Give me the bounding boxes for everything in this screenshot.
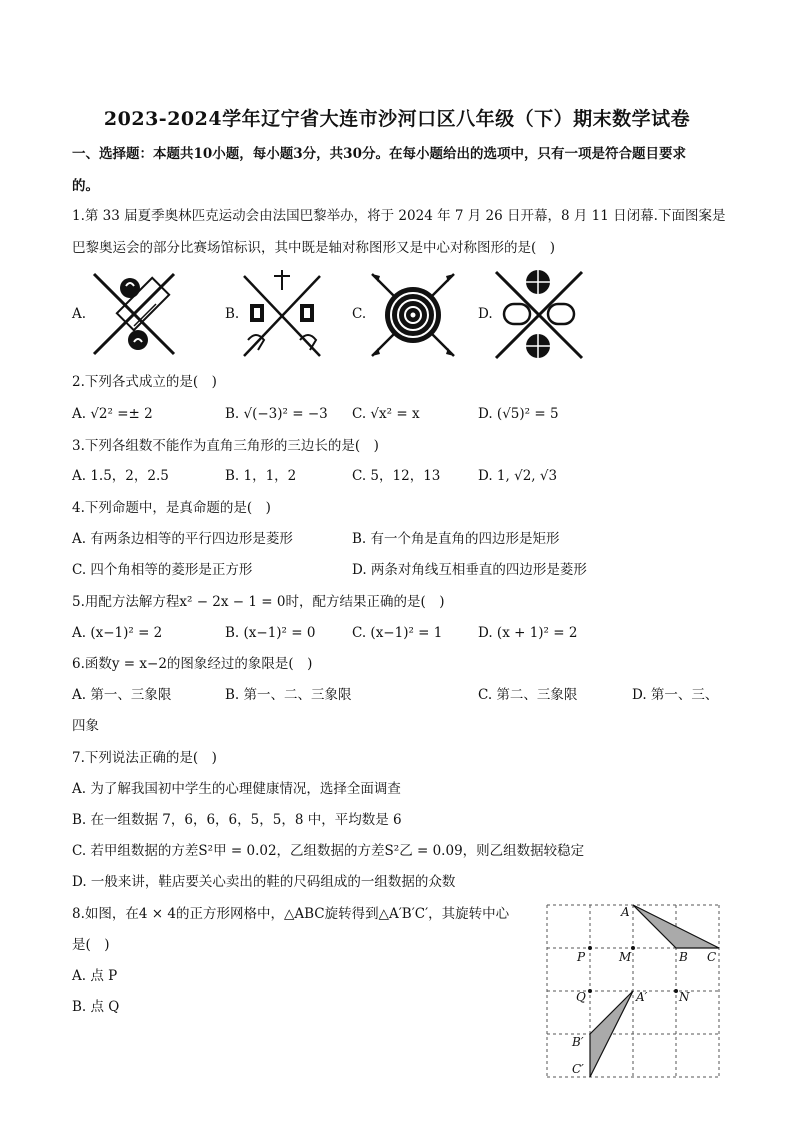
q4-option-b: B. 有一个角是直角的四边形是矩形 bbox=[352, 531, 560, 547]
q7-option-a: A. 为了解我国初中学生的心理健康情况，选择全面调查 bbox=[72, 781, 401, 797]
q1-option-a-logo bbox=[88, 268, 180, 360]
q1-stem-line2: 巴黎奥运会的部分比赛场馆标识，其中既是轴对称图形又是中心对称图形的是( ) bbox=[72, 240, 556, 256]
q2-option-d: D. (√5)² = 5 bbox=[478, 406, 559, 422]
q5-option-c: C. (x−1)² = 1 bbox=[352, 625, 443, 641]
q5-option-d: D. (x + 1)² = 2 bbox=[478, 625, 578, 641]
label-b-prime: B′ bbox=[572, 1035, 584, 1049]
q4-stem: 4.下列命题中，是真命题的是( ) bbox=[72, 500, 271, 516]
q4-option-a: A. 有两条边相等的平行四边形是菱形 bbox=[72, 531, 293, 547]
q8-option-a: A. 点 P bbox=[72, 968, 118, 984]
q1-option-d-label: D. bbox=[478, 306, 493, 322]
q4-option-d: D. 两条对角线互相垂直的四边形是菱形 bbox=[352, 562, 587, 578]
q7-option-d: D. 一般来讲，鞋店要关心卖出的鞋的尺码组成的一组数据的众数 bbox=[72, 874, 456, 890]
q2-option-a: A. √2² =± 2 bbox=[72, 406, 153, 422]
q6-option-d-cont: 四象 bbox=[72, 718, 99, 734]
label-m: M bbox=[619, 950, 632, 964]
point-n bbox=[674, 989, 678, 993]
q3-option-d: D. 1, √2, √3 bbox=[478, 468, 558, 484]
label-c-prime: C′ bbox=[572, 1062, 584, 1076]
q7-stem: 7.下列说法正确的是( ) bbox=[72, 750, 217, 766]
q8-stem-line2: 是( ) bbox=[72, 937, 110, 953]
label-b: B bbox=[679, 950, 688, 964]
label-a-prime: A′ bbox=[636, 990, 648, 1004]
q1-option-a-label: A. bbox=[72, 306, 87, 322]
section-heading-line1: 一、选择题：本题共10小题，每小题3分，共30分。在每小题给出的选项中，只有一项是符合题目要求 bbox=[72, 146, 686, 162]
label-n: N bbox=[679, 990, 690, 1004]
q6-option-c: C. 第二、三象限 bbox=[478, 687, 578, 703]
q3-option-b: B. 1，1，2 bbox=[225, 468, 297, 484]
point-q bbox=[588, 989, 592, 993]
q1-option-b-logo bbox=[240, 268, 324, 360]
q6-option-a: A. 第一、三象限 bbox=[72, 687, 172, 703]
page-title: 2023-2024学年辽宁省大连市沙河口区八年级（下）期末数学试卷 bbox=[103, 108, 691, 130]
q2-option-c: C. √x² = x bbox=[352, 406, 420, 422]
q7-option-c: C. 若甲组数据的方差S²甲 = 0.02，乙组数据的方差S²乙 = 0.09，则乙组数据较稳定 bbox=[72, 843, 585, 859]
q8-grid-figure bbox=[545, 903, 721, 1079]
q4-option-c: C. 四个角相等的菱形是正方形 bbox=[72, 562, 253, 578]
q2-stem: 2.下列各式成立的是( ) bbox=[72, 374, 217, 390]
label-p: P bbox=[577, 950, 586, 964]
q1-option-d-logo bbox=[492, 266, 586, 362]
q2-option-b: B. √(−3)² = −3 bbox=[225, 406, 328, 422]
label-c: C bbox=[707, 950, 717, 964]
q7-option-b: B. 在一组数据 7，6，6，6，5，5，8 中，平均数是 6 bbox=[72, 812, 402, 828]
point-m bbox=[631, 946, 635, 950]
section-heading-line2: 的。 bbox=[72, 178, 99, 194]
q8-option-b: B. 点 Q bbox=[72, 999, 120, 1015]
q1-option-c-logo bbox=[366, 268, 460, 362]
point-p bbox=[588, 946, 592, 950]
q3-stem: 3.下列各组数不能作为直角三角形的三边长的是( ) bbox=[72, 438, 379, 454]
q6-stem: 6.函数y = x−2的图象经过的象限是( ) bbox=[72, 656, 313, 672]
q3-option-a: A. 1.5，2，2.5 bbox=[72, 468, 169, 484]
q1-option-b-label: B. bbox=[225, 306, 240, 322]
label-a: A bbox=[621, 905, 630, 919]
q5-option-b: B. (x−1)² = 0 bbox=[225, 625, 316, 641]
q5-option-a: A. (x−1)² = 2 bbox=[72, 625, 163, 641]
q5-stem: 5.用配方法解方程x² − 2x − 1 = 0时，配方结果正确的是( ) bbox=[72, 594, 445, 610]
q6-option-d: D. 第一、三、 bbox=[632, 687, 719, 703]
q8-stem-line1: 8.如图，在4 × 4的正方形网格中，△ABC旋转得到△A′B′C′，其旋转中心 bbox=[72, 906, 510, 922]
q6-option-b: B. 第一、二、三象限 bbox=[225, 687, 352, 703]
q1-stem-line1: 1.第 33 届夏季奥林匹克运动会由法国巴黎举办，将于 2024 年 7 月 26 日开幕，8 月 11 日闭幕.下面图案是 bbox=[72, 208, 726, 224]
q3-option-c: C. 5，12，13 bbox=[352, 468, 441, 484]
q1-option-c-label: C. bbox=[352, 306, 367, 322]
label-q: Q bbox=[576, 990, 586, 1004]
